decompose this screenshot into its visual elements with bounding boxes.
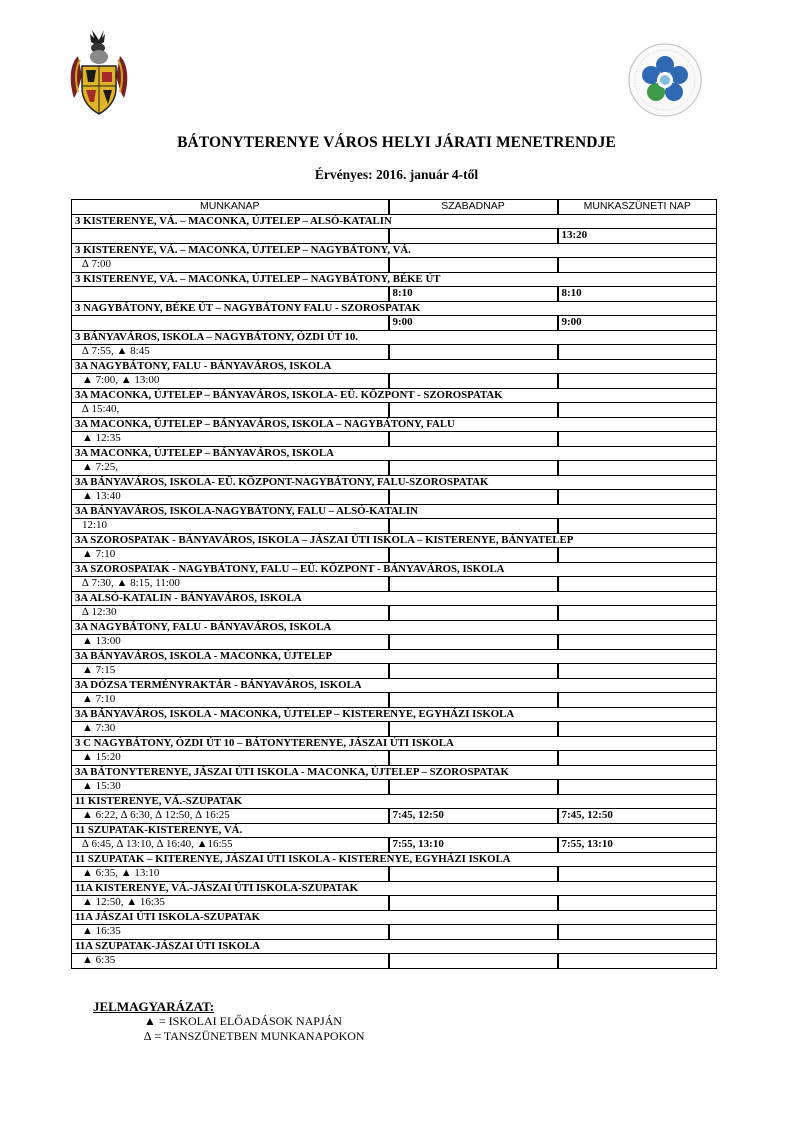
times-munkanap: ▲ 7:15 — [72, 664, 389, 679]
route-row — [72, 562, 717, 577]
flower-emblem-logo — [627, 42, 703, 118]
times-szabadnap — [389, 490, 558, 505]
times-munkaszuneti-nap: 7:45, 12:50 — [558, 809, 717, 824]
times-munkaszuneti-nap — [558, 606, 717, 621]
times-row — [72, 490, 717, 505]
route-row — [72, 678, 717, 693]
times-row — [72, 548, 717, 563]
times-munkaszuneti-nap — [558, 780, 717, 795]
times-szabadnap — [389, 461, 558, 476]
times-munkanap: ▲ 7:10 — [72, 693, 389, 708]
times-szabadnap — [389, 229, 558, 244]
times-munkanap: ∆ 15:40, — [72, 403, 389, 418]
times-munkaszuneti-nap — [558, 925, 717, 940]
times-munkanap: ▲ 15:20 — [72, 751, 389, 766]
route-row — [72, 446, 717, 461]
times-munkaszuneti-nap: 13:20 — [558, 229, 717, 244]
route-row — [72, 214, 717, 229]
times-szabadnap — [389, 577, 558, 592]
times-munkaszuneti-nap — [558, 490, 717, 505]
route-row — [72, 649, 717, 664]
times-munkanap: ▲ 15:30 — [72, 780, 389, 795]
route-name: 3A BÁNYAVÁROS, ISKOLA- EÜ. KÖZPONT-NAGYBÁTONY, FALU-SZOROSPATAK — [72, 475, 717, 490]
header-munkaszuneti-nap: MUNKASZÜNETI NAP — [558, 200, 717, 215]
times-szabadnap — [389, 867, 558, 882]
times-row — [72, 519, 717, 534]
route-name: 11 KISTERENYE, VÁ.-SZUPATAK — [72, 794, 717, 809]
times-szabadnap: 9:00 — [389, 316, 558, 331]
route-name: 3A BÁNYAVÁROS, ISKOLA - MACONKA, ÚJTELEP — [72, 649, 717, 664]
times-munkanap: ▲ 7:00, ▲ 13:00 — [72, 374, 389, 389]
times-szabadnap — [389, 722, 558, 737]
times-szabadnap — [389, 548, 558, 563]
route-name: 3 KISTERENYE, VÁ. – MACONKA, ÚJTELEP – ALSÓ-KATALIN — [72, 214, 717, 229]
times-row — [72, 287, 717, 302]
times-row — [72, 867, 717, 882]
route-name: 3A BÁNYAVÁROS, ISKOLA - MACONKA, ÚJTELEP – KISTERENYE, EGYHÁZI ISKOLA — [72, 707, 717, 722]
times-row — [72, 432, 717, 447]
times-row — [72, 896, 717, 911]
timetable-body — [72, 214, 717, 968]
times-szabadnap — [389, 925, 558, 940]
times-munkaszuneti-nap: 9:00 — [558, 316, 717, 331]
times-munkaszuneti-nap — [558, 896, 717, 911]
times-munkaszuneti-nap — [558, 461, 717, 476]
times-munkanap: ∆ 12:30 — [72, 606, 389, 621]
times-szabadnap — [389, 635, 558, 650]
route-row — [72, 591, 717, 606]
times-szabadnap: 7:45, 12:50 — [389, 809, 558, 824]
times-munkaszuneti-nap — [558, 635, 717, 650]
route-row — [72, 272, 717, 287]
route-row — [72, 852, 717, 867]
times-row — [72, 925, 717, 940]
times-munkanap: ▲ 7:25, — [72, 461, 389, 476]
times-munkanap: ▲ 6:35, ▲ 13:10 — [72, 867, 389, 882]
page-title: BÁTONYTERENYE VÁROS HELYI JÁRATI MENETRENDJE — [177, 134, 616, 151]
times-row — [72, 838, 717, 853]
route-name: 3A NAGYBÁTONY, FALU - BÁNYAVÁROS, ISKOLA — [72, 620, 717, 635]
times-szabadnap — [389, 780, 558, 795]
times-szabadnap — [389, 345, 558, 360]
times-szabadnap — [389, 258, 558, 273]
times-row — [72, 258, 717, 273]
times-szabadnap — [389, 403, 558, 418]
times-munkaszuneti-nap — [558, 693, 717, 708]
route-row — [72, 939, 717, 954]
route-row — [72, 330, 717, 345]
route-name: 3 KISTERENYE, VÁ. – MACONKA, ÚJTELEP – NAGYBÁTONY, BÉKE ÚT — [72, 272, 717, 287]
route-row — [72, 388, 717, 403]
route-row — [72, 243, 717, 258]
times-munkanap: ▲ 13:40 — [72, 490, 389, 505]
times-munkanap — [72, 229, 389, 244]
times-row — [72, 954, 717, 969]
times-szabadnap — [389, 606, 558, 621]
times-szabadnap: 8:10 — [389, 287, 558, 302]
times-row — [72, 751, 717, 766]
coat-of-arms-logo — [68, 26, 130, 118]
route-row — [72, 736, 717, 751]
route-name: 3A MACONKA, ÚJTELEP – BÁNYAVÁROS, ISKOLA- EÜ. KÖZPONT - SZOROSPATAK — [72, 388, 717, 403]
header-szabadnap: SZABADNAP — [389, 200, 558, 215]
times-munkanap: ▲ 6:35 — [72, 954, 389, 969]
times-munkanap: ▲ 12:35 — [72, 432, 389, 447]
times-munkaszuneti-nap — [558, 722, 717, 737]
times-row — [72, 780, 717, 795]
route-name: 3 BÁNYAVÁROS, ISKOLA – NAGYBÁTONY, ÓZDI ÚT 10. — [72, 330, 717, 345]
times-szabadnap — [389, 751, 558, 766]
route-name: 3A BÁTONYTERENYE, JÁSZAI ÚTI ISKOLA - MACONKA, ÚJTELEP – SZOROSPATAK — [72, 765, 717, 780]
times-row — [72, 693, 717, 708]
times-munkaszuneti-nap — [558, 548, 717, 563]
times-szabadnap — [389, 432, 558, 447]
times-row — [72, 577, 717, 592]
route-row — [72, 707, 717, 722]
times-munkanap: ▲ 7:30 — [72, 722, 389, 737]
legend-title: JELMAGYARÁZAT: — [93, 999, 215, 1014]
route-row — [72, 620, 717, 635]
validity-subtitle: Érvényes: 2016. január 4-től — [314, 167, 479, 182]
times-row — [72, 345, 717, 360]
times-munkaszuneti-nap — [558, 374, 717, 389]
route-name: 11A JÁSZAI ÚTI ISKOLA-SZUPATAK — [72, 910, 717, 925]
route-name: 3A MACONKA, ÚJTELEP – BÁNYAVÁROS, ISKOLA — [72, 446, 717, 461]
times-row — [72, 635, 717, 650]
route-row — [72, 823, 717, 838]
times-munkaszuneti-nap — [558, 403, 717, 418]
times-munkanap: ∆ 6:45, ∆ 13:10, ∆ 16:40, ▲16:55 — [72, 838, 389, 853]
route-name: 3A MACONKA, ÚJTELEP – BÁNYAVÁROS, ISKOLA – NAGYBÁTONY, FALU — [72, 417, 717, 432]
times-szabadnap — [389, 519, 558, 534]
timetable — [71, 199, 717, 969]
times-munkaszuneti-nap: 8:10 — [558, 287, 717, 302]
legend-item-school-holiday: ∆ = TANSZÜNETBEN MUNKANAPOKON — [144, 1029, 365, 1043]
route-row — [72, 533, 717, 548]
times-row — [72, 403, 717, 418]
times-munkaszuneti-nap — [558, 664, 717, 679]
times-munkanap: ▲ 6:22, ∆ 6:30, ∆ 12:50, ∆ 16:25 — [72, 809, 389, 824]
times-row — [72, 809, 717, 824]
route-name: 11A KISTERENYE, VÁ.-JÁSZAI ÚTI ISKOLA-SZUPATAK — [72, 881, 717, 896]
route-row — [72, 504, 717, 519]
times-munkaszuneti-nap — [558, 954, 717, 969]
route-name: 3 KISTERENYE, VÁ. – MACONKA, ÚJTELEP – NAGYBÁTONY, VÁ. — [72, 243, 717, 258]
times-row — [72, 461, 717, 476]
times-munkaszuneti-nap — [558, 258, 717, 273]
route-name: 3A BÁNYAVÁROS, ISKOLA-NAGYBÁTONY, FALU – ALSÓ-KATALIN — [72, 504, 717, 519]
times-row — [72, 229, 717, 244]
timetable-header-row — [72, 200, 717, 215]
route-row — [72, 765, 717, 780]
times-munkaszuneti-nap — [558, 867, 717, 882]
route-name: 3 NAGYBÁTONY, BÉKE ÚT – NAGYBÁTONY FALU - SZOROSPATAK — [72, 301, 717, 316]
times-row — [72, 664, 717, 679]
times-row — [72, 606, 717, 621]
route-name: 3A SZOROSPATAK - NAGYBÁTONY, FALU – EÜ. KÖZPONT - BÁNYAVÁROS, ISKOLA — [72, 562, 717, 577]
times-munkaszuneti-nap — [558, 432, 717, 447]
times-szabadnap — [389, 664, 558, 679]
times-munkanap — [72, 316, 389, 331]
times-munkanap: ▲ 12:50, ▲ 16:35 — [72, 896, 389, 911]
times-szabadnap: 7:55, 13:10 — [389, 838, 558, 853]
route-row — [72, 359, 717, 374]
times-munkaszuneti-nap — [558, 751, 717, 766]
route-name: 11 SZUPATAK – KITERENYE, JÁSZAI ÚTI ISKOLA - KISTERENYE, EGYHÁZI ISKOLA — [72, 852, 717, 867]
times-munkaszuneti-nap: 7:55, 13:10 — [558, 838, 717, 853]
times-munkanap: ▲ 7:10 — [72, 548, 389, 563]
route-name: 11 SZUPATAK-KISTERENYE, VÁ. — [72, 823, 717, 838]
times-munkanap: ∆ 7:55, ▲ 8:45 — [72, 345, 389, 360]
route-row — [72, 794, 717, 809]
times-szabadnap — [389, 693, 558, 708]
route-name: 3A SZOROSPATAK - BÁNYAVÁROS, ISKOLA – JÁSZAI ÚTI ISKOLA – KISTERENYE, BÁNYATELEP — [72, 533, 717, 548]
times-row — [72, 722, 717, 737]
route-name: 3A NAGYBÁTONY, FALU - BÁNYAVÁROS, ISKOLA — [72, 359, 717, 374]
route-name: 3 C NAGYBÁTONY, ÓZDI ÚT 10 – BÁTONYTERENYE, JÁSZAI ÚTI ISKOLA — [72, 736, 717, 751]
route-row — [72, 301, 717, 316]
times-row — [72, 316, 717, 331]
route-row — [72, 475, 717, 490]
coat-of-arms-icon — [68, 26, 130, 118]
times-munkaszuneti-nap — [558, 577, 717, 592]
route-name: 3A DÓZSA TERMÉNYRAKTÁR - BÁNYAVÁROS, ISKOLA — [72, 678, 717, 693]
flower-emblem-icon — [627, 42, 703, 118]
times-munkanap: ∆ 7:00 — [72, 258, 389, 273]
route-name: 11A SZUPATAK-JÁSZAI ÚTI ISKOLA — [72, 939, 717, 954]
times-munkanap — [72, 287, 389, 302]
times-szabadnap — [389, 896, 558, 911]
times-munkanap: ▲ 16:35 — [72, 925, 389, 940]
route-name: 3A ALSÓ-KATALIN - BÁNYAVÁROS, ISKOLA — [72, 591, 717, 606]
legend-item-school-days: ▲ = ISKOLAI ELŐADÁSOK NAPJÁN — [144, 1014, 342, 1028]
times-szabadnap — [389, 954, 558, 969]
times-szabadnap — [389, 374, 558, 389]
header-munkanap: MUNKANAP — [72, 200, 389, 215]
times-munkaszuneti-nap — [558, 345, 717, 360]
route-row — [72, 417, 717, 432]
times-munkanap: ∆ 7:30, ▲ 8:15, 11:00 — [72, 577, 389, 592]
times-munkanap: ▲ 13:00 — [72, 635, 389, 650]
times-munkaszuneti-nap — [558, 519, 717, 534]
times-row — [72, 374, 717, 389]
route-row — [72, 910, 717, 925]
route-row — [72, 881, 717, 896]
times-munkanap: 12:10 — [72, 519, 389, 534]
